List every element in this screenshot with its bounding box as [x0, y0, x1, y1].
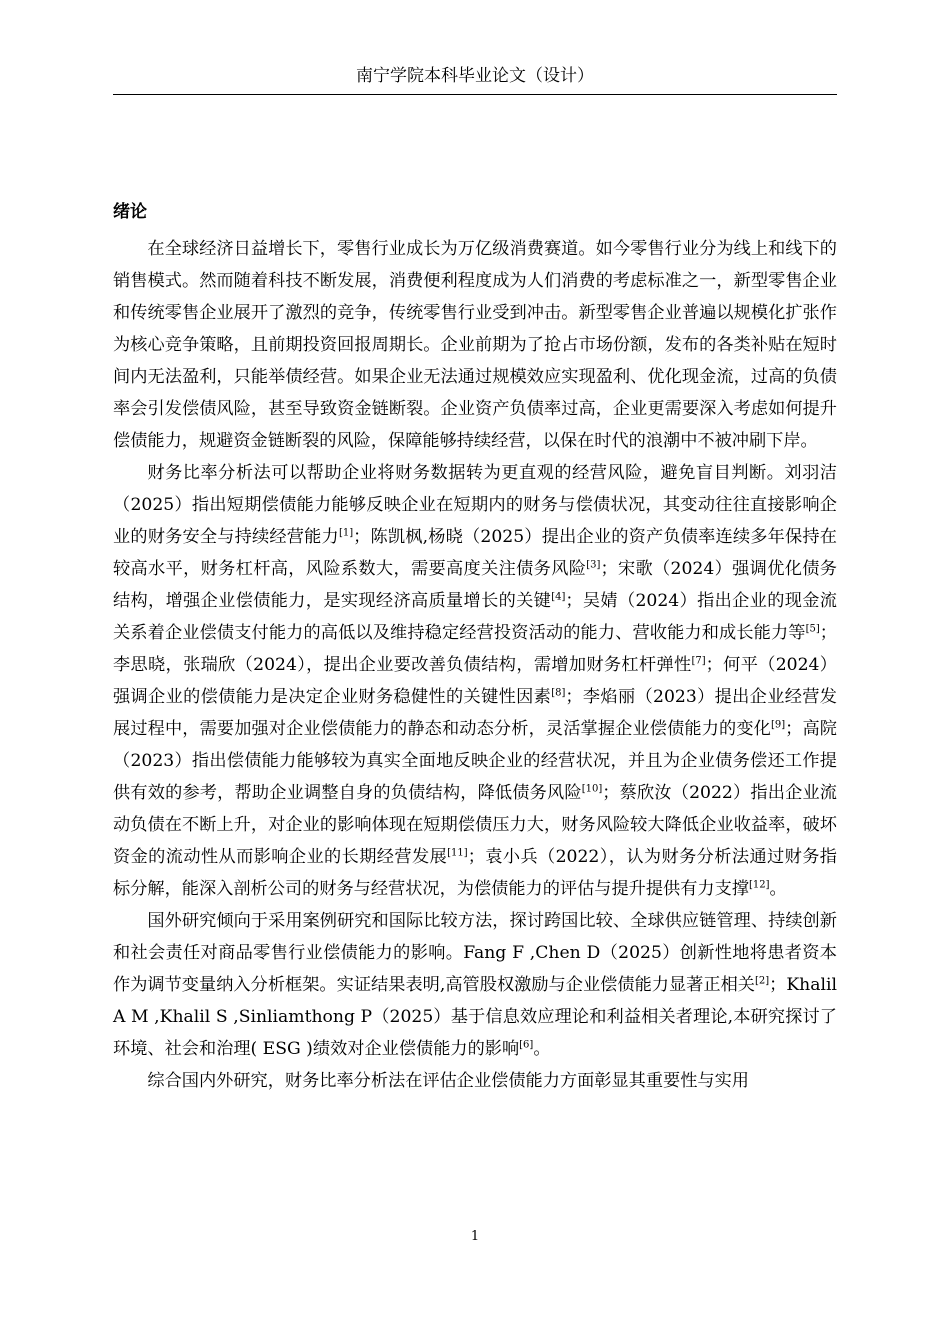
- running-header: 南宁学院本科毕业论文（设计）: [356, 66, 594, 86]
- body-text: [113, 233, 837, 1097]
- text-segment: ；宋歌（2024）强调优化债务结构，增强企业偿债能力，是实现经济高质量增长的关键: [113, 559, 837, 611]
- text-segment: ；吴婧（2024）指出企业的现金流关系着企业偿债支付能力的高低以及维持稳定经营投资活动的能力、营收能力和成长能力等: [113, 591, 837, 643]
- page-number: 1: [470, 1229, 480, 1244]
- paragraph-2: [113, 457, 837, 905]
- paragraph-3: [113, 905, 837, 1065]
- paragraph-4: 综合国内外研究，财务比率分析法在评估企业偿债能力方面彰显其重要性与实用: [147, 1071, 749, 1091]
- citation-ref: [11]: [447, 847, 468, 859]
- citation-ref: [6]: [519, 1039, 534, 1051]
- citation-ref: [9]: [770, 719, 786, 731]
- text-segment: ；何平（2024）强调企业的偿债能力是决定企业财务稳健性的关键性因素: [113, 655, 837, 707]
- citation-ref: [5]: [805, 623, 820, 635]
- text-segment: ；袁小兵（2022），认为财务分析法通过财务指标分解，能深入剖析公司的财务与经营状况，为偿债能力的评估与提升提供有力支撑: [113, 847, 837, 899]
- text-segment: ；高院（2023）指出偿债能力能够较为真实全面地反映企业的经营状况，并且为企业债务偿还工作提供有效的参考，帮助企业调整自身的负债结构，降低债务风险: [113, 719, 837, 803]
- section-heading: 绪论: [113, 202, 147, 222]
- text-segment: 国外研究倾向于采用案例研究和国际比较方法，探讨跨国比较、全球供应链管理、持续创新和社会责任对商品零售行业偿债能力的影响。Fang F ,Chen D（2025）创新性地将患者资本作为调节变量纳入分析框架。实证结果表明,高管股权激励与企业偿债能力显著正相关: [113, 911, 837, 995]
- citation-ref: [3]: [586, 559, 601, 571]
- citation-ref: [4]: [551, 591, 566, 603]
- text-segment: ；蔡欣汝（2022）指出企业流动负债在不断上升，对企业的影响体现在短期偿债压力大，财务风险较大降低企业收益率，破坏资金的流动性从而影响企业的长期经营发展: [113, 783, 837, 867]
- text-segment: 财务比率分析法可以帮助企业将财务数据转为更直观的经营风险，避免盲目判断。刘羽洁（2025）指出短期偿债能力能够反映企业在短期内的财务与偿债状况，其变动往往直接影响企业的财务安全与持续经营能力: [113, 463, 837, 547]
- citation-ref: [10]: [581, 783, 603, 795]
- text-segment: ；陈凯枫,杨晓（2025）提出企业的资产负债率连续多年保持在较高水平，财务杠杆高，风险系数大，需要高度关注债务风险: [113, 527, 837, 579]
- citation-ref: [8]: [551, 687, 566, 699]
- text-segment: ；李思晓，张瑞欣（2024），提出企业要改善负债结构，需增加财务杠杆弹性: [113, 623, 837, 675]
- text-segment: 。: [769, 879, 787, 899]
- header-rule: [113, 94, 837, 95]
- citation-ref: [2]: [754, 975, 770, 987]
- citation-ref: [1]: [338, 527, 354, 539]
- text-segment: ；李焰丽（2023）提出企业经营发展过程中，需要加强对企业偿债能力的静态和动态分析，灵活掌握企业偿债能力的变化: [113, 687, 837, 739]
- text-segment: 。: [533, 1039, 551, 1059]
- citation-ref: [7]: [691, 655, 706, 667]
- text-segment: ；Khalil A M ,Khalil S ,Sinliamthong P（2025）基于信息效应理论和利益相关者理论,本研究探讨了环境、社会和治理( ESG )绩效对企业偿债能力的影响: [113, 975, 837, 1059]
- citation-ref: [12]: [748, 879, 770, 891]
- paragraph-1: 在全球经济日益增长下，零售行业成长为万亿级消费赛道。如今零售行业分为线上和线下的销售模式。然而随着科技不断发展，消费便利程度成为人们消费的考虑标准之一，新型零售企业和传统零售企业展开了激烈的竞争，传统零售行业受到冲击。新型零售企业普遍以规模化扩张作为核心竞争策略，且前期投资回报周期长。企业前期为了抢占市场份额，发布的各类补贴在短时间内无法盈利，只能举债经营。如果企业无法通过规模效应实现盈利、优化现金流，过高的负债率会引发偿债风险，甚至导致资金链断裂。企业资产负债率过高，企业更需要深入考虑如何提升偿债能力，规避资金链断裂的风险，保障能够持续经营，以保在时代的浪潮中不被冲刷下岸。: [113, 239, 837, 451]
